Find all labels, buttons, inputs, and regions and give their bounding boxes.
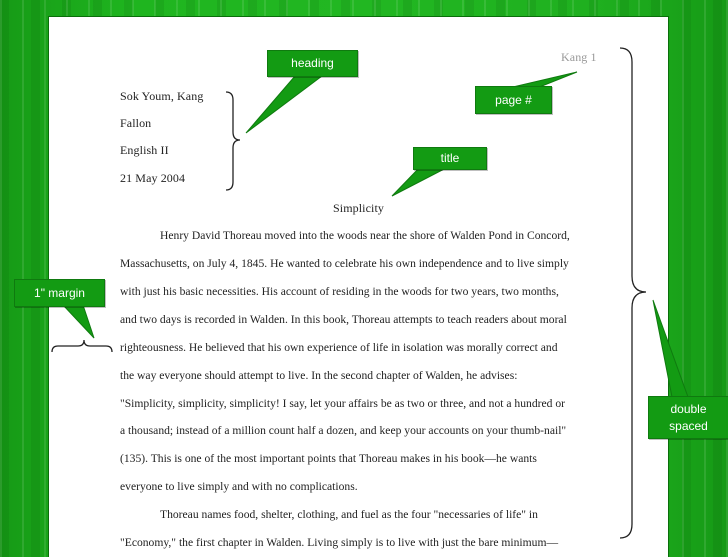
heading-instructor: Fallon [120, 116, 152, 130]
body-line: a thousand; instead of a million count half a dozen, and keep your accounts on your thumb-nail" [120, 424, 567, 437]
heading-date: 21 May 2004 [120, 171, 186, 185]
body-line: everyone to live simply and with no complications. [120, 480, 358, 493]
body-line: "Simplicity, simplicity, simplicity! I say, let your affairs be as two or three, and not a hundred or [120, 397, 565, 410]
heading-student-name: Sok Youm, Kang [120, 89, 204, 103]
body-line: (135). This is one of the most important points that Thoreau makes in his book—he wants [120, 452, 537, 465]
paper-title: Simplicity [333, 201, 385, 215]
heading-callout-pointer [246, 76, 322, 133]
body-line: Massachusetts, on July 4, 1845. He wanted to celebrate his own independence and to live simply [120, 257, 569, 270]
double-spaced-brace [620, 48, 646, 538]
margin-callout: 1" margin [14, 279, 105, 307]
margin-callout-pointer [63, 305, 94, 338]
body-line: with just his basic necessities. His account of residing in the woods for two years, two months, [120, 285, 559, 298]
heading-callout: heading [267, 50, 358, 77]
body-line: the way everyone should attempt to live. In the second chapter of Walden, he advises: [120, 369, 518, 382]
page-number-header: Kang 1 [561, 50, 597, 64]
double-spaced-callout: double spaced [648, 396, 728, 439]
page-number-callout: page # [475, 86, 552, 114]
double-spaced-callout-pointer [653, 300, 688, 397]
title-callout: title [413, 147, 487, 170]
body-line: Henry David Thoreau moved into the woods near the shore of Walden Pond in Concord, [160, 229, 570, 242]
body-line: "Economy," the first chapter in Walden. Living simply is to live with just the bare minimum— [120, 536, 559, 549]
title-callout-pointer [392, 167, 448, 196]
body-line: and two days is recorded in Walden. In this book, Thoreau attempts to teach readers about moral [120, 313, 567, 326]
body-line: righteousness. He believed that his own experience of life in isolation was morally correct and [120, 341, 558, 354]
heading-brace [226, 92, 240, 190]
margin-brace [52, 340, 112, 352]
body-line: Thoreau names food, shelter, clothing, and fuel as the four "necessaries of life" in [160, 508, 538, 521]
heading-course: English II [120, 143, 169, 157]
